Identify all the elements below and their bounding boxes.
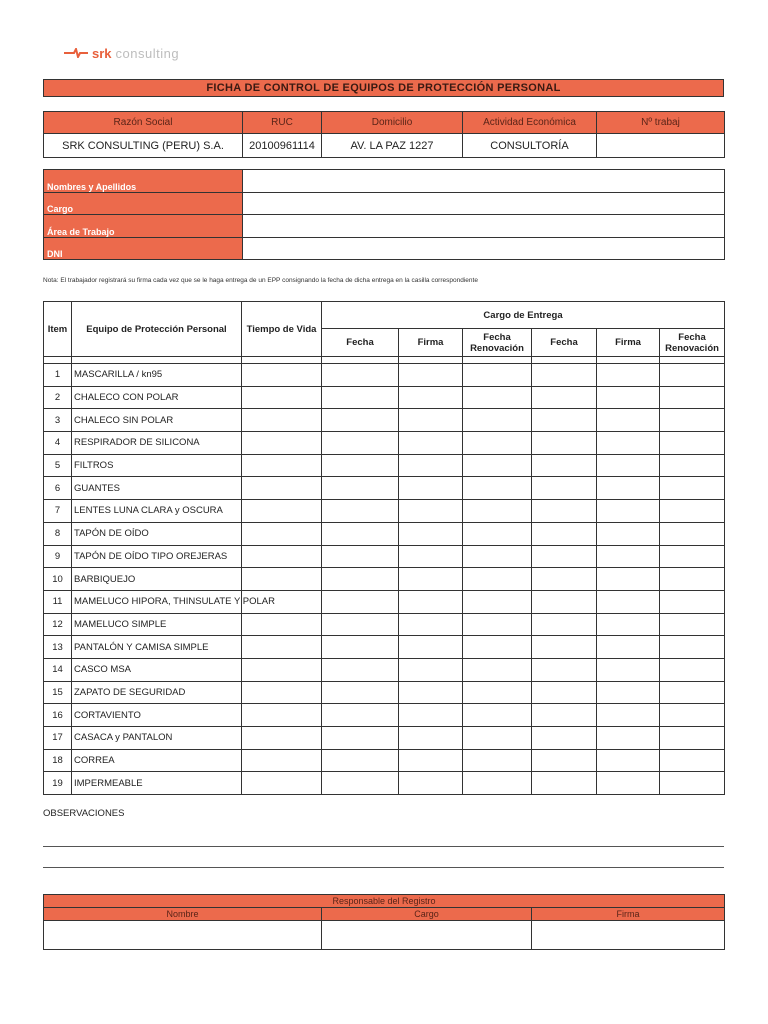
worker-info-table [43,169,725,260]
firma-1-cell[interactable] [399,364,463,387]
table-row [44,364,725,387]
table-row [44,545,725,568]
fecha-1-cell[interactable] [322,568,399,591]
item-number: 2 [44,386,72,409]
header-n-trabajadores: Nº trabaj [597,112,725,134]
fecha-1-cell[interactable] [322,749,399,772]
equipo-name: MAMELUCO HIPORA, THINSULATE Y POLAR [72,590,242,613]
firma-2-cell[interactable] [597,727,660,750]
firma-2-cell[interactable] [597,409,660,432]
fecha-1-cell[interactable] [322,545,399,568]
tiempo-vida-cell[interactable] [242,500,322,523]
firma-2-cell[interactable] [597,386,660,409]
fecha-2-cell[interactable] [532,500,597,523]
fecha-2-cell[interactable] [532,432,597,455]
renovacion-2-cell[interactable] [660,364,725,387]
table-row [44,590,725,613]
item-number: 12 [44,613,72,636]
header-firma-1: Firma [399,329,463,357]
fecha-2-cell[interactable] [532,386,597,409]
observaciones-line-1[interactable] [43,846,724,847]
table-row [44,500,725,523]
fecha-1-cell[interactable] [322,681,399,704]
epp-table [43,301,725,795]
equipo-name: LENTES LUNA CLARA y OSCURA [72,500,242,523]
firma-1-cell[interactable] [399,477,463,500]
firma-1-cell[interactable] [399,636,463,659]
company-table [43,111,725,158]
item-number: 11 [44,590,72,613]
table-row [44,386,725,409]
fecha-2-cell[interactable] [532,636,597,659]
tiempo-vida-cell[interactable] [242,636,322,659]
fecha-2-cell[interactable] [532,590,597,613]
header-firma-2: Firma [597,329,660,357]
item-number: 8 [44,522,72,545]
fecha-2-cell[interactable] [532,477,597,500]
renovacion-1-cell[interactable] [463,409,532,432]
actividad-value: CONSULTORÍA [463,134,597,158]
registro-cargo-header: Cargo [322,908,532,921]
renovacion-1-cell[interactable] [463,681,532,704]
table-row [44,704,725,727]
firma-2-cell[interactable] [597,613,660,636]
renovacion-1-cell[interactable] [463,772,532,795]
firma-2-cell[interactable] [597,454,660,477]
renovacion-2-cell[interactable] [660,749,725,772]
renovacion-2-cell[interactable] [660,386,725,409]
firma-1-cell[interactable] [399,386,463,409]
registro-firma-header: Firma [532,908,725,921]
n-trabajadores-field[interactable] [597,134,725,158]
header-renovacion-1: Fecha Renovación [463,329,532,357]
firma-1-cell[interactable] [399,704,463,727]
cargo-field[interactable] [243,192,725,215]
item-number: 5 [44,454,72,477]
registro-nombre-field[interactable] [44,921,322,950]
fecha-1-cell[interactable] [322,658,399,681]
firma-1-cell[interactable] [399,749,463,772]
table-row [44,409,725,432]
equipo-name: ZAPATO DE SEGURIDAD [72,681,242,704]
firma-2-cell[interactable] [597,772,660,795]
renovacion-1-cell[interactable] [463,432,532,455]
item-number: 1 [44,364,72,387]
renovacion-2-cell[interactable] [660,636,725,659]
firma-1-cell[interactable] [399,772,463,795]
renovacion-1-cell[interactable] [463,545,532,568]
fecha-1-cell[interactable] [322,613,399,636]
equipo-name: CORREA [72,749,242,772]
firma-2-cell[interactable] [597,364,660,387]
renovacion-1-cell[interactable] [463,500,532,523]
renovacion-1-cell[interactable] [463,568,532,591]
item-number: 9 [44,545,72,568]
table-row [44,522,725,545]
item-number: 3 [44,409,72,432]
firma-1-cell[interactable] [399,681,463,704]
equipo-name: MAMELUCO SIMPLE [72,613,242,636]
renovacion-2-cell[interactable] [660,658,725,681]
firma-1-cell[interactable] [399,727,463,750]
header-actividad: Actividad Económica [463,112,597,134]
header-domicilio: Domicilio [322,112,463,134]
renovacion-1-cell[interactable] [463,613,532,636]
renovacion-2-cell[interactable] [660,568,725,591]
table-row [44,568,725,591]
renovacion-1-cell[interactable] [463,749,532,772]
fecha-1-cell[interactable] [322,636,399,659]
equipo-name: CORTAVIENTO [72,704,242,727]
tiempo-vida-cell[interactable] [242,681,322,704]
tiempo-vida-cell[interactable] [242,727,322,750]
equipo-name: IMPERMEABLE [72,772,242,795]
firma-1-cell[interactable] [399,568,463,591]
item-number: 4 [44,432,72,455]
tiempo-vida-cell[interactable] [242,545,322,568]
firma-2-cell[interactable] [597,749,660,772]
renovacion-1-cell[interactable] [463,704,532,727]
renovacion-2-cell[interactable] [660,409,725,432]
firma-2-cell[interactable] [597,522,660,545]
item-number: 15 [44,681,72,704]
tiempo-vida-cell[interactable] [242,432,322,455]
firma-2-cell[interactable] [597,658,660,681]
renovacion-2-cell[interactable] [660,681,725,704]
fecha-1-cell[interactable] [322,590,399,613]
table-row [44,636,725,659]
observaciones-line-2[interactable] [43,867,724,868]
ruc-value: 20100961114 [243,134,322,158]
firma-2-cell[interactable] [597,500,660,523]
renovacion-2-cell[interactable] [660,500,725,523]
item-number: 18 [44,749,72,772]
item-number: 14 [44,658,72,681]
equipo-name: MASCARILLA / kn95 [72,364,242,387]
equipo-name: GUANTES [72,477,242,500]
equipo-name: PANTALÓN Y CAMISA SIMPLE [72,636,242,659]
tiempo-vida-cell[interactable] [242,409,322,432]
header-tiempo: Tiempo de Vida [242,302,322,357]
tiempo-vida-cell[interactable] [242,568,322,591]
table-row [44,658,725,681]
observaciones-label: OBSERVACIONES [43,808,125,819]
firma-2-cell[interactable] [597,477,660,500]
fecha-2-cell[interactable] [532,454,597,477]
fecha-1-cell[interactable] [322,454,399,477]
fecha-2-cell[interactable] [532,409,597,432]
renovacion-2-cell[interactable] [660,613,725,636]
fecha-2-cell[interactable] [532,681,597,704]
registro-firma-field[interactable] [532,921,725,950]
srk-logo-icon [64,48,88,58]
fecha-2-cell[interactable] [532,545,597,568]
razon-social-value: SRK CONSULTING (PERU) S.A. [44,134,243,158]
table-row [44,681,725,704]
header-fecha-1: Fecha [322,329,399,357]
firma-2-cell[interactable] [597,704,660,727]
tiempo-vida-cell[interactable] [242,704,322,727]
renovacion-1-cell[interactable] [463,636,532,659]
renovacion-1-cell[interactable] [463,454,532,477]
equipo-name: CASACA y PANTALON [72,727,242,750]
fecha-2-cell[interactable] [532,658,597,681]
equipo-name: CHALECO SIN POLAR [72,409,242,432]
equipo-name: CHALECO CON POLAR [72,386,242,409]
firma-1-cell[interactable] [399,590,463,613]
tiempo-vida-cell[interactable] [242,658,322,681]
note-text: Nota: El trabajador registrará su firma cada vez que se le haga entrega de un EPP consignando la fecha de dicha entrega en la casilla correspondiente [43,277,478,284]
registro-cargo-field[interactable] [322,921,532,950]
table-row [44,477,725,500]
equipo-name: RESPIRADOR DE SILICONA [72,432,242,455]
page-title: FICHA DE CONTROL DE EQUIPOS DE PROTECCIÓN PERSONAL [43,79,724,97]
firma-2-cell[interactable] [597,590,660,613]
fecha-1-cell[interactable] [322,364,399,387]
registro-table [43,894,725,950]
fecha-1-cell[interactable] [322,409,399,432]
firma-1-cell[interactable] [399,409,463,432]
dni-field[interactable] [243,237,725,260]
renovacion-2-cell[interactable] [660,522,725,545]
logo-name: consulting [115,45,180,61]
firma-2-cell[interactable] [597,545,660,568]
firma-2-cell[interactable] [597,568,660,591]
firma-1-cell[interactable] [399,658,463,681]
renovacion-1-cell[interactable] [463,386,532,409]
item-number: 10 [44,568,72,591]
renovacion-1-cell[interactable] [463,590,532,613]
fecha-1-cell[interactable] [322,500,399,523]
renovacion-1-cell[interactable] [463,364,532,387]
fecha-2-cell[interactable] [532,364,597,387]
item-number: 16 [44,704,72,727]
equipo-name: TAPÓN DE OÍDO TIPO OREJERAS [72,545,242,568]
table-row [44,749,725,772]
item-number: 19 [44,772,72,795]
tiempo-vida-cell[interactable] [242,386,322,409]
tiempo-vida-cell[interactable] [242,772,322,795]
firma-1-cell[interactable] [399,500,463,523]
firma-1-cell[interactable] [399,522,463,545]
header-renovacion-2: Fecha Renovación [660,329,725,357]
equipo-name: CASCO MSA [72,658,242,681]
renovacion-2-cell[interactable] [660,704,725,727]
equipo-name: BARBIQUEJO [72,568,242,591]
fecha-2-cell[interactable] [532,613,597,636]
header-ruc: RUC [243,112,322,134]
firma-1-cell[interactable] [399,545,463,568]
renovacion-1-cell[interactable] [463,727,532,750]
registro-nombre-header: Nombre [44,908,322,921]
renovacion-1-cell[interactable] [463,522,532,545]
fecha-2-cell[interactable] [532,704,597,727]
srk-logo [64,44,179,62]
equipo-name: TAPÓN DE OÍDO [72,522,242,545]
fecha-2-cell[interactable] [532,727,597,750]
item-number: 6 [44,477,72,500]
renovacion-2-cell[interactable] [660,477,725,500]
table-row [44,613,725,636]
fecha-1-cell[interactable] [322,704,399,727]
domicilio-value: AV. LA PAZ 1227 [322,134,463,158]
table-row [44,727,725,750]
logo-brand: srk [92,45,112,61]
tiempo-vida-cell[interactable] [242,613,322,636]
renovacion-2-cell[interactable] [660,454,725,477]
label-cargo: Cargo [44,192,243,215]
renovacion-1-cell[interactable] [463,477,532,500]
firma-2-cell[interactable] [597,636,660,659]
renovacion-2-cell[interactable] [660,545,725,568]
header-cargo-entrega: Cargo de Entrega [322,302,725,329]
item-number: 7 [44,500,72,523]
tiempo-vida-cell[interactable] [242,364,322,387]
fecha-1-cell[interactable] [322,522,399,545]
equipo-name: FILTROS [72,454,242,477]
tiempo-vida-cell[interactable] [242,749,322,772]
header-razon-social: Razón Social [44,112,243,134]
renovacion-2-cell[interactable] [660,727,725,750]
table-row [44,432,725,455]
firma-2-cell[interactable] [597,681,660,704]
registro-title: Responsable del Registro [44,895,725,908]
header-equipo: Equipo de Protección Personal [72,302,242,357]
renovacion-2-cell[interactable] [660,590,725,613]
area-field[interactable] [243,215,725,238]
fecha-1-cell[interactable] [322,432,399,455]
fecha-1-cell[interactable] [322,477,399,500]
label-area: Área de Trabajo [44,215,243,238]
firma-2-cell[interactable] [597,432,660,455]
fecha-1-cell[interactable] [322,772,399,795]
tiempo-vida-cell[interactable] [242,477,322,500]
header-item: Item [44,302,72,357]
fecha-1-cell[interactable] [322,727,399,750]
nombres-field[interactable] [243,170,725,193]
fecha-2-cell[interactable] [532,568,597,591]
label-nombres: Nombres y Apellidos [44,170,243,193]
renovacion-2-cell[interactable] [660,772,725,795]
firma-1-cell[interactable] [399,454,463,477]
fecha-2-cell[interactable] [532,749,597,772]
renovacion-2-cell[interactable] [660,432,725,455]
header-fecha-2: Fecha [532,329,597,357]
renovacion-1-cell[interactable] [463,658,532,681]
label-dni: DNI [44,237,243,260]
tiempo-vida-cell[interactable] [242,454,322,477]
item-number: 13 [44,636,72,659]
fecha-1-cell[interactable] [322,386,399,409]
item-number: 17 [44,727,72,750]
table-row [44,772,725,795]
firma-1-cell[interactable] [399,613,463,636]
fecha-2-cell[interactable] [532,772,597,795]
tiempo-vida-cell[interactable] [242,522,322,545]
firma-1-cell[interactable] [399,432,463,455]
table-row [44,454,725,477]
fecha-2-cell[interactable] [532,522,597,545]
